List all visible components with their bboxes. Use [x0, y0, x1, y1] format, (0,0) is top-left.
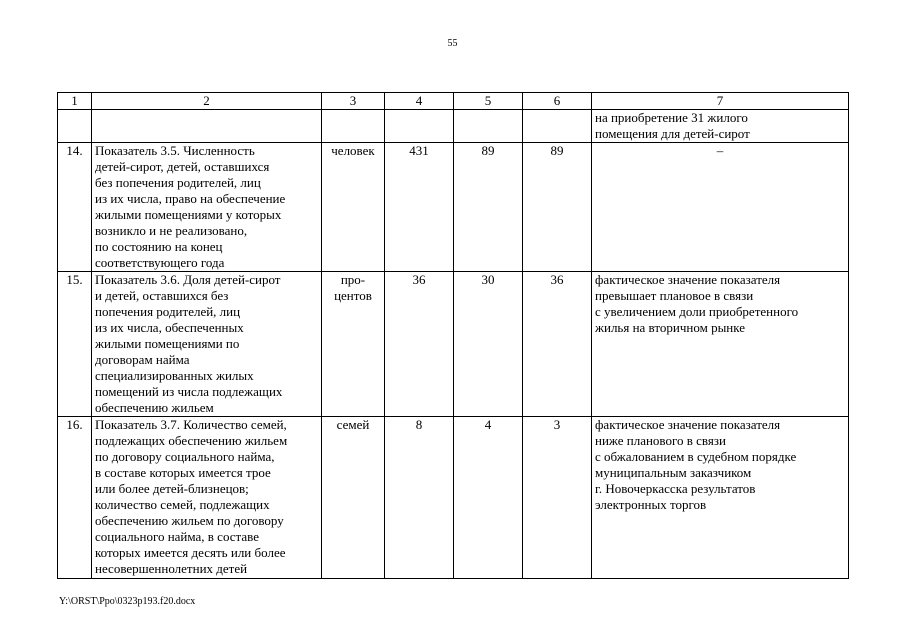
cell-line: с обжалованием в судебном порядке	[595, 449, 797, 464]
table-row	[58, 417, 849, 579]
unit-cell	[322, 272, 385, 417]
cell-text: 4	[484, 417, 492, 432]
header-cell: 7	[592, 93, 849, 110]
indicator-table	[57, 92, 849, 579]
cell-line: подлежащих обеспечению жильем	[95, 433, 288, 448]
cell-line: без попечения родителей, лиц	[95, 175, 261, 190]
cell-line: превышает плановое в связи	[595, 288, 754, 303]
note-cell	[592, 143, 849, 272]
cell-text: 8	[415, 417, 423, 432]
cell-line: Показатель 3.7. Количество семей,	[95, 417, 287, 432]
row-number-cell	[58, 110, 92, 143]
cell-line: специализированных жилых	[95, 368, 254, 383]
value-col4-cell	[385, 417, 454, 579]
value-col5-cell	[454, 110, 523, 143]
header-cell: 1	[58, 93, 92, 110]
note-cell	[592, 110, 849, 143]
header-cell: 5	[454, 93, 523, 110]
cell-line: фактическое значение показателя	[595, 417, 781, 432]
row-number-cell	[58, 272, 92, 417]
cell-line: ниже планового в связи	[595, 433, 726, 448]
header-cell: 2	[92, 93, 322, 110]
cell-line: Показатель 3.6. Доля детей-сирот	[95, 272, 281, 287]
table-header-row	[58, 93, 849, 110]
row-number-cell	[58, 417, 92, 579]
value-col4-cell	[385, 143, 454, 272]
cell-text: 36	[550, 272, 564, 287]
indicator-description-cell	[92, 110, 322, 143]
note-cell	[592, 272, 849, 417]
cell-line: помещения для детей-сирот	[595, 126, 750, 141]
cell-line: центов	[334, 288, 372, 303]
cell-line: электронных торгов	[595, 497, 707, 512]
cell-line: человек	[331, 143, 375, 158]
cell-line: социального найма, в составе	[95, 529, 259, 544]
table-row	[58, 110, 849, 143]
cell-line: по состоянию на конец	[95, 239, 223, 254]
cell-text: 15.	[66, 272, 83, 287]
header-cell: 6	[523, 93, 592, 110]
cell-text: 89	[550, 143, 564, 158]
header-cell: 4	[385, 93, 454, 110]
footer-file-path: Y:\ORST\Ppo\0323p193.f20.docx	[59, 596, 196, 607]
header-cell: 3	[322, 93, 385, 110]
cell-text: 89	[481, 143, 495, 158]
table-row	[58, 143, 849, 272]
cell-line: соответствующего года	[95, 255, 225, 270]
cell-line: договорам найма	[95, 352, 190, 367]
cell-line: жилыми помещениями у которых	[95, 207, 282, 222]
cell-line: несовершеннолетних детей	[95, 561, 248, 576]
value-col6-cell	[523, 143, 592, 272]
row-number-cell	[58, 143, 92, 272]
cell-line: жилыми помещениями по	[95, 336, 240, 351]
cell-line: обеспечению жильем по договору	[95, 513, 284, 528]
cell-line: или более детей-близнецов;	[95, 481, 249, 496]
cell-line: количество семей, подлежащих	[95, 497, 270, 512]
cell-line: из их числа, обеспеченных	[95, 320, 244, 335]
cell-line: обеспечению жильем	[95, 400, 214, 415]
indicator-description-cell	[92, 272, 322, 417]
cell-line: про-	[340, 272, 366, 287]
value-col6-cell	[523, 272, 592, 417]
indicator-description-cell	[92, 417, 322, 579]
cell-text: 431	[409, 143, 429, 158]
note-cell	[592, 417, 849, 579]
cell-line: г. Новочеркасска результатов	[595, 481, 756, 496]
cell-line: которых имеется десять или более	[95, 545, 286, 560]
value-col4-cell	[385, 272, 454, 417]
table-row	[58, 272, 849, 417]
cell-text: 30	[481, 272, 495, 287]
cell-line: в составе которых имеется трое	[95, 465, 271, 480]
cell-line: возникло и не реализовано,	[95, 223, 248, 238]
cell-line: и детей, оставшихся без	[95, 288, 229, 303]
indicator-description-cell	[92, 143, 322, 272]
cell-line: –	[716, 143, 724, 158]
page-number: 55	[447, 38, 458, 49]
unit-cell	[322, 417, 385, 579]
cell-line: попечения родителей, лиц	[95, 304, 241, 319]
value-col6-cell	[523, 110, 592, 143]
cell-line: из их числа, право на обеспечение	[95, 191, 286, 206]
cell-line: муниципальным заказчиком	[595, 465, 752, 480]
cell-line: по договору социального найма,	[95, 449, 275, 464]
value-col6-cell	[523, 417, 592, 579]
unit-cell	[322, 110, 385, 143]
cell-line: на приобретение 31 жилого	[595, 110, 748, 125]
cell-line: детей-сирот, детей, оставшихся	[95, 159, 270, 174]
cell-line: фактическое значение показателя	[595, 272, 781, 287]
cell-line: помещений из числа подлежащих	[95, 384, 283, 399]
value-col4-cell	[385, 110, 454, 143]
cell-line: Показатель 3.5. Численность	[95, 143, 255, 158]
value-col5-cell	[454, 143, 523, 272]
unit-cell	[322, 143, 385, 272]
cell-text: 16.	[66, 417, 83, 432]
cell-line: с увеличением доли приобретенного	[595, 304, 799, 319]
value-col5-cell	[454, 417, 523, 579]
cell-text: 14.	[66, 143, 83, 158]
value-col5-cell	[454, 272, 523, 417]
cell-line: жилья на вторичном рынке	[595, 320, 746, 335]
cell-line: семей	[336, 417, 370, 432]
cell-text: 36	[412, 272, 426, 287]
cell-text: 3	[553, 417, 561, 432]
